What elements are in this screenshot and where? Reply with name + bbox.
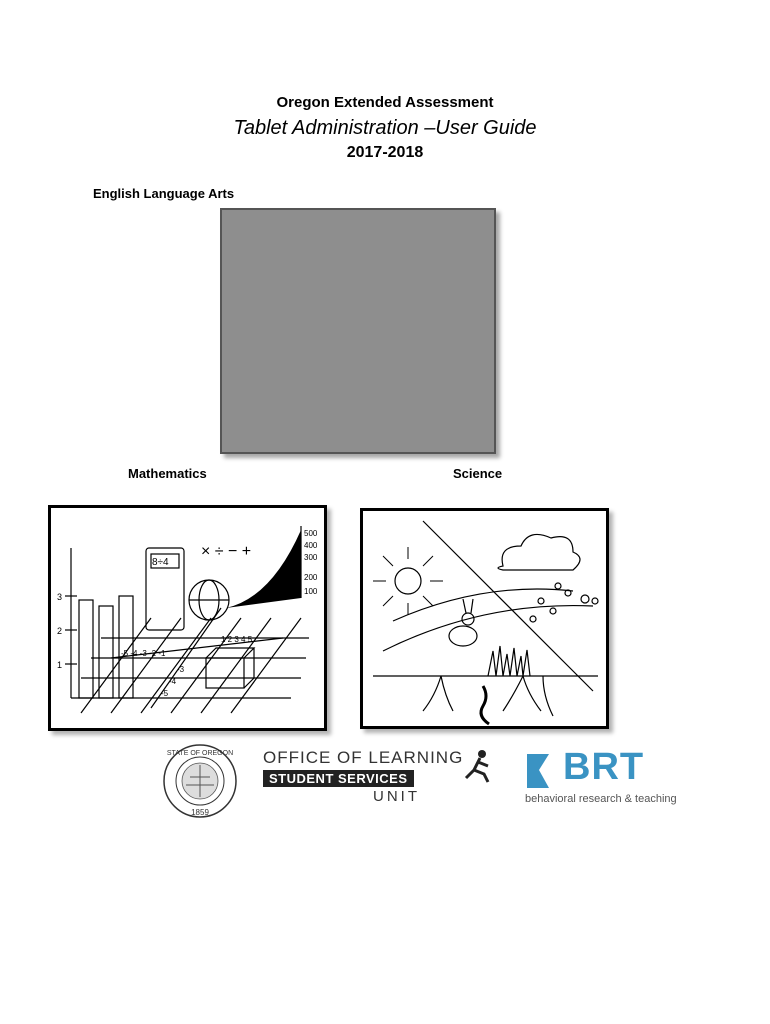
axis-tick-label: 300: [304, 553, 318, 562]
operator-symbols: × ÷ − +: [201, 543, 252, 560]
axis-tick-label: -3: [177, 665, 185, 674]
math-label: Mathematics: [128, 466, 207, 481]
axis-tick-label: 100: [304, 587, 318, 596]
seal-year: 1859: [191, 808, 209, 817]
ela-label: English Language Arts: [93, 186, 235, 201]
office-of-learning-logo: [263, 748, 503, 810]
axis-tick-label: 200: [304, 573, 318, 582]
number-line-negative: -5 -4 -3 -2 -1: [121, 649, 166, 658]
osl-line-1: OFFICE OF LEARNING: [263, 748, 464, 767]
axis-tick-label: 400: [304, 541, 318, 550]
runner-icon: [458, 748, 498, 784]
document-year: 2017-2018: [346, 144, 424, 161]
osl-line-2: STUDENT SERVICES: [263, 770, 414, 787]
axis-tick-label: 1: [57, 660, 63, 670]
osl-line-3: UNIT: [373, 788, 420, 805]
axis-tick-label: 3: [57, 592, 63, 602]
axis-tick-label: 500: [304, 529, 318, 538]
brt-wordmark: BRT: [563, 746, 645, 788]
seal-text: STATE OF OREGON: [166, 750, 234, 757]
document-subtitle: Oregon Extended Assessment: [276, 94, 494, 111]
ela-image-placeholder: [220, 208, 496, 454]
science-sketch: [363, 511, 606, 726]
science-illustration: [360, 508, 609, 729]
document-title: Tablet Administration –User Guide: [233, 117, 537, 139]
oregon-state-seal: [162, 743, 238, 819]
math-sketch: [51, 508, 324, 728]
science-label: Science: [453, 466, 503, 481]
brt-tagline: behavioral research & teaching: [525, 793, 677, 805]
brt-logo: [525, 748, 685, 810]
calculator-display: 8÷4: [152, 557, 169, 568]
axis-tick-label: 2: [57, 626, 63, 636]
brt-mark-icon: [525, 752, 559, 790]
axis-tick-label: -4: [169, 677, 177, 686]
number-line-positive: 1 2 3 4 5: [221, 635, 253, 644]
growth-curve: [226, 530, 301, 608]
math-illustration: [48, 505, 327, 731]
seal-icon: [162, 743, 238, 819]
axis-tick-label: -5: [161, 689, 169, 698]
